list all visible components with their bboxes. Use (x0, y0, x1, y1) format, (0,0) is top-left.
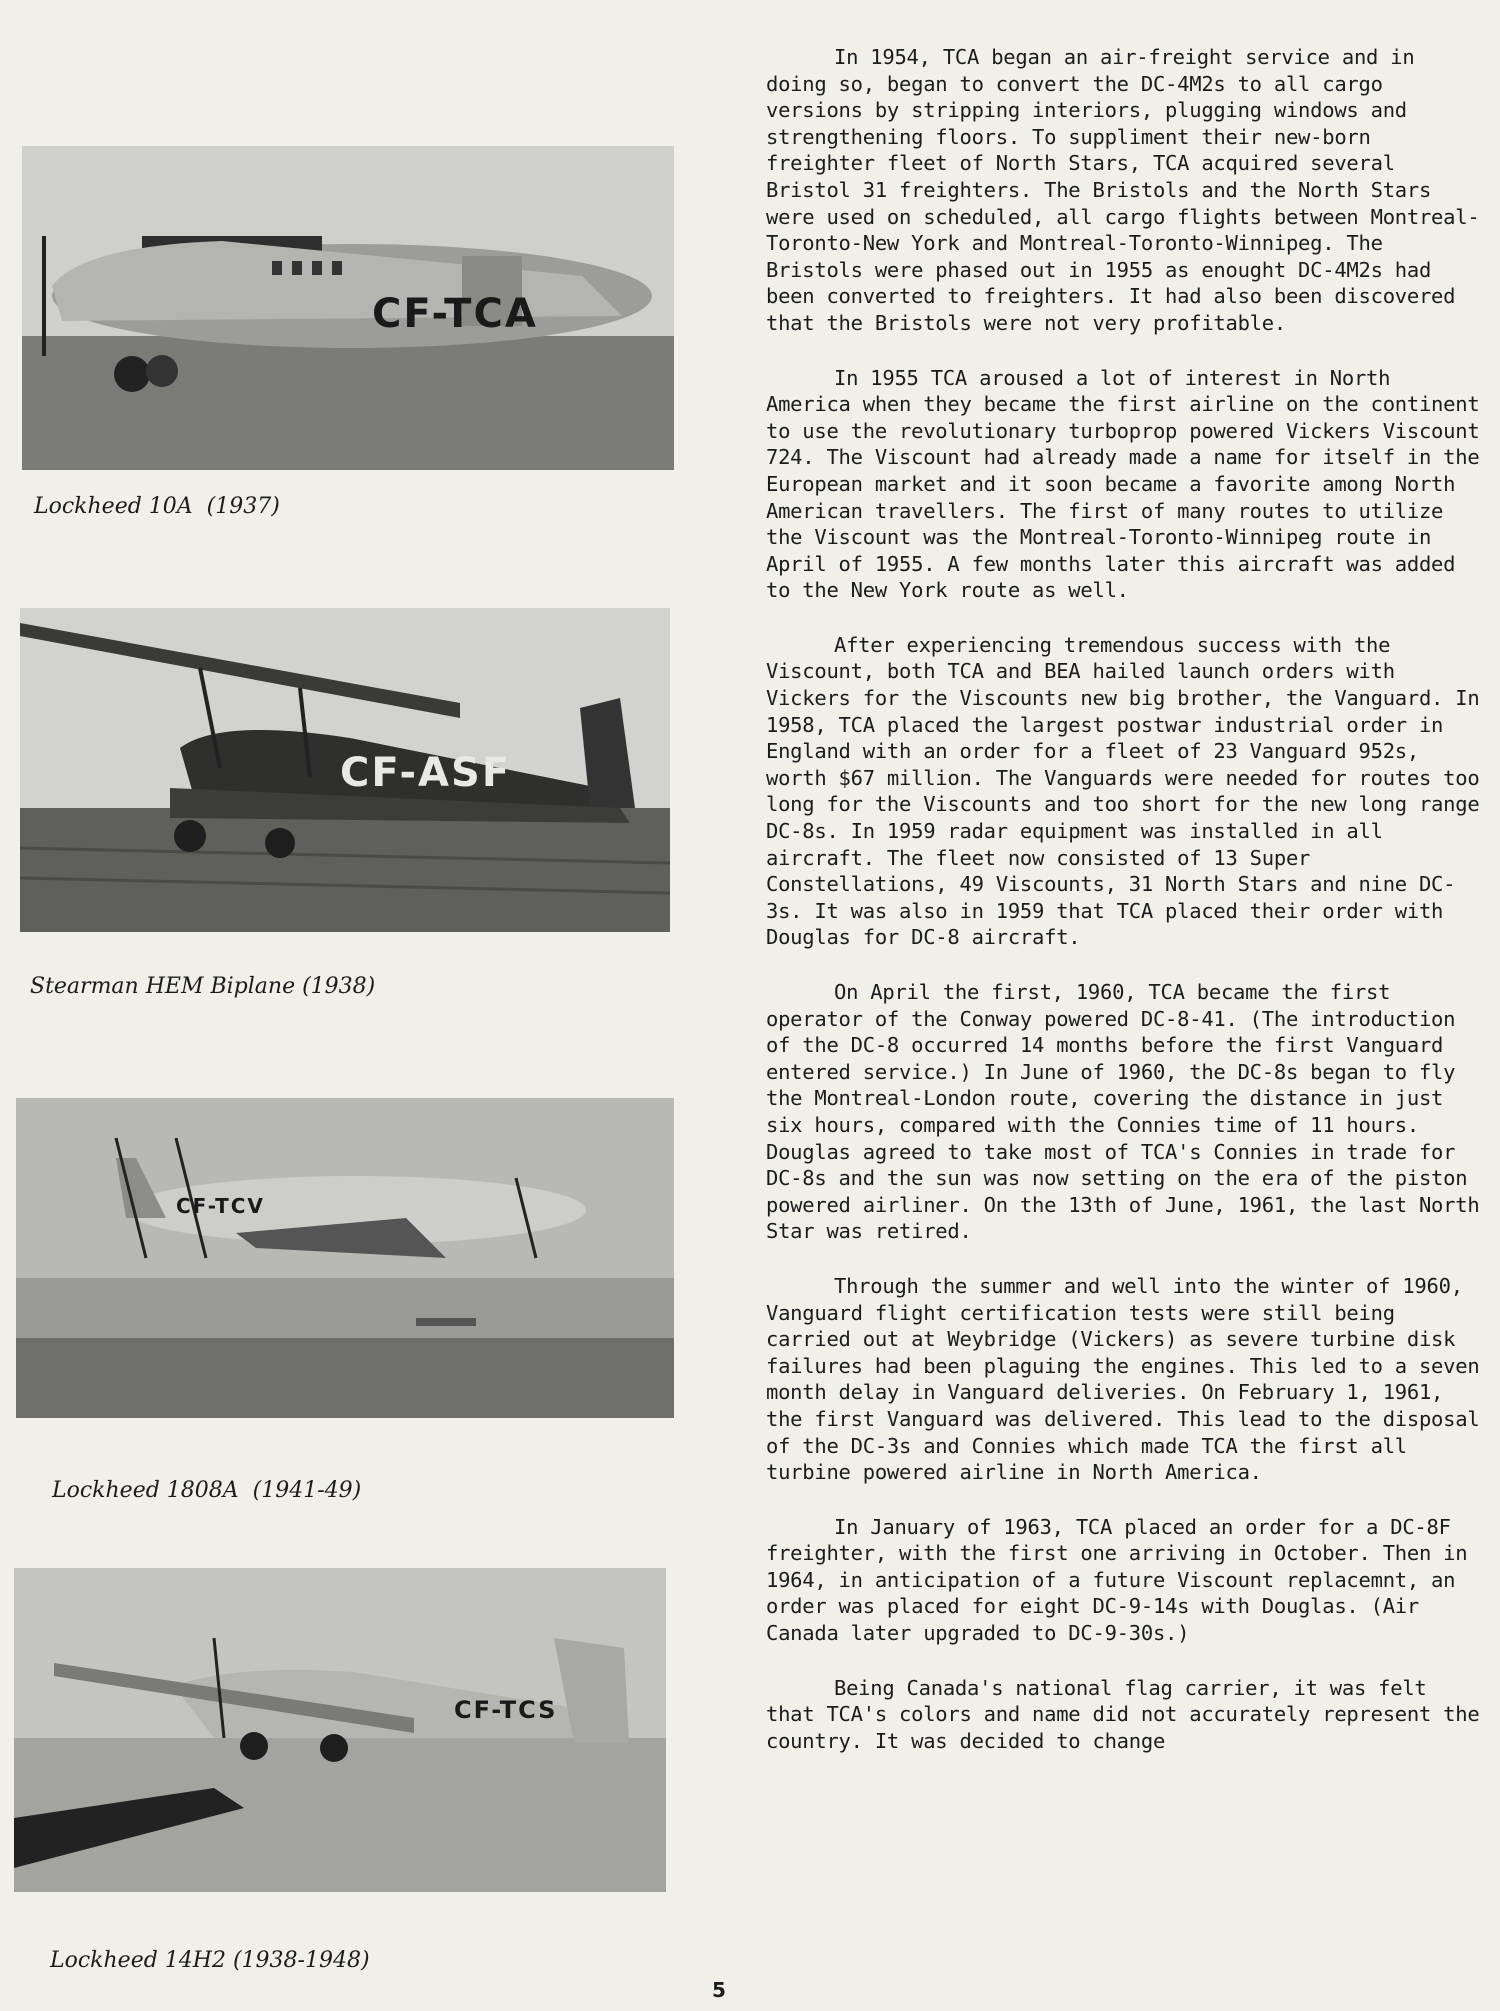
photo-caption: Lockheed 10A (1937) (34, 494, 280, 519)
article-paragraph: Being Canada's national flag carrier, it was felt that TCA's colors and name did not accurately represent the country. It was decided to change (766, 1675, 1480, 1753)
article-paragraph: After experiencing tremendous success with the Viscount, both TCA and BEA hailed launch orders with Vickers for the Viscounts new big brother, the Vanguard. In 1958, TCA placed the largest postwar industrial order in England with an order for a fleet of 23 Vanguard 952s, worth $67 million. The Vanguards were needed for routes too long for the Viscounts and too short for the new long range DC-8s. In 1959 radar equipment was installed in all aircraft. The fleet now consisted of 13 Super Constellations, 49 Viscounts, 31 North Stars and nine DC-3s. It was also in 1959 that TCA placed their order with Douglas for DC-8 aircraft. (766, 632, 1480, 950)
photo-lockheed-1808a (16, 1098, 674, 1418)
registration-label: CF-TCA (372, 291, 538, 337)
photo-caption: Lockheed 1808A (1941-49) (52, 1478, 362, 1503)
registration-label: CF-TCV (176, 1194, 265, 1218)
registration-label: CF-TCS (454, 1696, 558, 1724)
article-paragraph: In January of 1963, TCA placed an order for a DC-8F freighter, with the first one arriving in October. Then in 1964, in anticipation of a future Viscount replacemnt, an order was placed for eight DC-9-14s with Douglas. (Air Canada later upgraded to DC-9-30s.) (766, 1514, 1468, 1646)
article-paragraph: In 1955 TCA aroused a lot of interest in North America when they became the first airline on the continent to use the revolutionary turboprop powered Vickers Viscount 724. The Viscount had already made a name for itself in the European market and it soon became a favorite among North American travellers. The first of many routes to utilize the Viscount was the Montreal-Toronto-Winnipeg route in April of 1955. A few months later this aircraft was added to the New York route as well. (766, 365, 1480, 603)
article-paragraph: On April the first, 1960, TCA became the first operator of the Conway powered DC-8-41. (The introduction of the DC-8 occurred 14 months before the first Vanguard entered service.) In June of 1960, the DC-8s began to fly the Montreal-London route, covering the distance in just six hours, compared with the Connies time of 11 hours. Douglas agreed to take most of TCA's Connies in trade for DC-8s and the sun was now setting on the era of the piston powered airliner. On the 13th of June, 1961, the last North Star was retired. (766, 980, 1480, 1244)
registration-label: CF-ASF (340, 750, 512, 796)
airplane-image (14, 1568, 666, 1892)
photo-lockheed-10a (22, 146, 674, 470)
photo-caption: Stearman HEM Biplane (1938) (30, 974, 376, 999)
article-paragraph: In 1954, TCA began an air-freight service and in doing so, began to convert the DC-4M2s to all cargo versions by stripping interiors, plugging windows and strengthening floors. To suppliment their new-born freighter fleet of North Stars, TCA acquired several Bristol 31 freighters. The Bristols and the North Stars were used on scheduled, all cargo flights between Montreal-Toronto-New York and Montreal-Toronto-Winnipeg. The Bristols were phased out in 1955 as enought DC-4M2s had been converted to freighters. It had also been discovered that the Bristols were not very profitable. (766, 45, 1480, 335)
airplane-image (22, 146, 674, 470)
airplane-image (16, 1098, 674, 1418)
article-text-column (766, 44, 1480, 1782)
article-paragraph: Through the summer and well into the winter of 1960, Vanguard flight certification tests were still being carried out at Weybridge (Vickers) as severe turbine disk failures had been plaguing the engines. This led to a seven month delay in Vanguard deliveries. On February 1, 1961, the first Vanguard was delivered. This lead to the disposal of the DC-3s and Connies which made TCA the first all turbine powered airline in North America. (766, 1273, 1480, 1485)
photo-lockheed-14h2 (14, 1568, 666, 1892)
photo-stearman-biplane (20, 608, 670, 932)
page-number: 5 (712, 1978, 726, 2002)
photo-caption: Lockheed 14H2 (1938-1948) (50, 1948, 370, 1973)
